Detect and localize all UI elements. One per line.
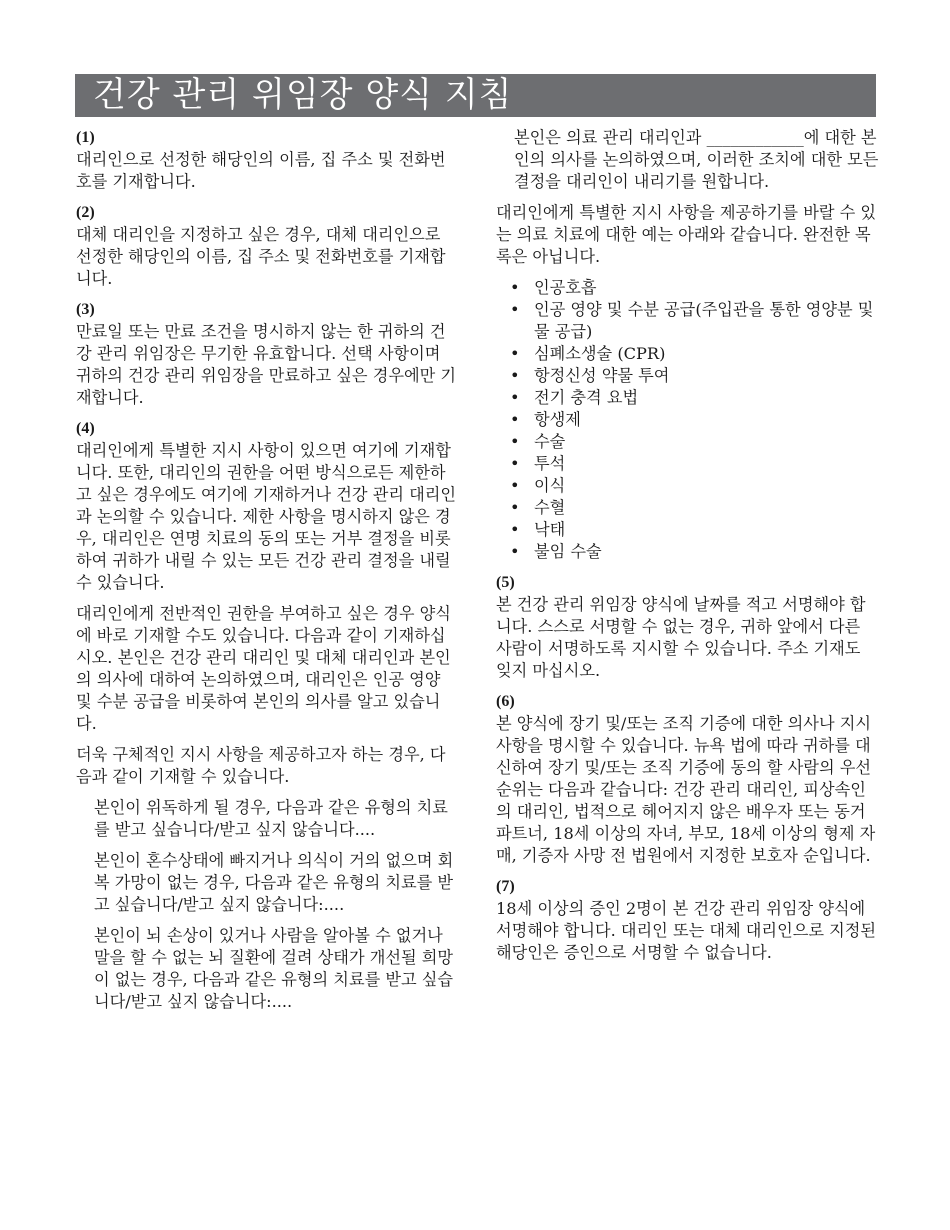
list-item: • 항생제 xyxy=(496,409,880,431)
list-item: • 투석 xyxy=(496,453,880,475)
section-number: (3) xyxy=(76,301,95,318)
section-text: 대체 대리인을 지정하고 싶은 경우, 대체 대리인으로 선정한 해당인의 이름, 집 주소 및 전화번호를 기재합니다. xyxy=(76,225,446,288)
list-item: • 인공호흡 xyxy=(496,277,880,299)
section-text: 대리인으로 선정한 해당인의 이름, 집 주소 및 전화번호를 기재합니다. xyxy=(76,150,446,191)
section-number: (7) xyxy=(496,878,515,895)
section-number: (4) xyxy=(76,420,95,437)
example-instruction: 본인이 위독하게 될 경우, 다음과 같은 유형의 치료를 받고 싶습니다/받고 싶지 않습니다.... xyxy=(94,798,448,839)
section-1 xyxy=(76,127,458,193)
section-5 xyxy=(496,572,880,682)
section-number: (2) xyxy=(76,204,95,221)
list-item: • 전기 충격 요법 xyxy=(496,387,880,409)
section-4 xyxy=(76,418,458,1013)
section-text: 만료일 또는 만료 조건을 명시하지 않는 한 귀하의 건강 관리 위임장은 무기한 유효합니다. 선택 사항이며 귀하의 건강 관리 위임장을 만료하고 싶은 경우에만 기재합니다. xyxy=(76,322,457,407)
list-item: • 불임 수술 xyxy=(496,541,880,563)
page-title: 건강 관리 위임장 양식 지침 xyxy=(93,75,513,115)
right-column xyxy=(496,127,880,973)
list-item: • 항정신성 약물 투여 xyxy=(496,365,880,387)
list-item: • 낙태 xyxy=(496,519,880,541)
examples-intro: 대리인에게 특별한 지시 사항을 제공하기를 바랄 수 있는 의료 치료에 대한 예는 아래와 같습니다. 완전한 목록은 아닙니다. xyxy=(496,203,877,266)
list-item: • 수혈 xyxy=(496,497,880,519)
section-text: 본 건강 관리 위임장 양식에 날짜를 적고 서명해야 합니다. 스스로 서명할 수 없는 경우, 귀하 앞에서 다른 사람이 서명하도록 지시할 수 있습니다. 주소 기재도 잊지 마십시오. xyxy=(496,595,866,680)
list-item: • 이식 xyxy=(496,475,880,497)
treatment-examples-list xyxy=(496,277,880,563)
section-number: (5) xyxy=(496,574,515,591)
section-7 xyxy=(496,876,880,964)
list-item: • 심폐소생술 (CPR) xyxy=(496,343,880,365)
section-3 xyxy=(76,299,458,409)
example-instruction: 본인이 뇌 손상이 있거나 사람을 알아볼 수 없거나 말을 할 수 없는 뇌 질환에 걸려 상태가 개선될 희망이 없는 경우, 다음과 같은 유형의 치료를 받고 싶습니다/받고 싶지 않습니다:.... xyxy=(94,926,454,1011)
section-text: 18세 이상의 증인 2명이 본 건강 관리 위임장 양식에 서명해야 합니다. 대리인 또는 대체 대리인으로 지정된 해당인은 증인으로 서명할 수 없습니다. xyxy=(496,899,877,962)
example-instruction: 본인은 의료 관리 대리인과 ____________에 대한 본인의 의사를 논의하였으며, 이러한 조치에 대한 모든 결정을 대리인이 내리기를 원합니다. xyxy=(514,128,879,191)
section-number: (1) xyxy=(76,129,95,146)
section-paragraph: 대리인에게 전반적인 권한을 부여하고 싶은 경우 양식에 바로 기재할 수도 있습니다. 다음과 같이 기재하십시오. 본인은 건강 관리 대리인 및 대체 대리인과 본인의 의사에 대하여 논의하였으며, 대리인은 인공 영양 및 수분 공급을 비롯하여 본인의 의사를 알고 있습니다. xyxy=(76,604,451,733)
list-item: • 인공 영양 및 수분 공급(주입관을 통한 영양분 및 물 공급) xyxy=(496,299,880,343)
section-number: (6) xyxy=(496,693,515,710)
section-paragraph: 더욱 구체적인 지시 사항을 제공하고자 하는 경우, 다음과 같이 기재할 수 있습니다. xyxy=(76,745,446,786)
section-2 xyxy=(76,202,458,290)
section-text: 본 양식에 장기 및/또는 조직 기증에 대한 의사나 지시 사항을 명시할 수 있습니다. 뉴욕 법에 따라 귀하를 대신하여 장기 및/또는 조직 기증에 동의 할 사람의 우선 순위는 다음과 같습니다: 건강 관리 대리인, 피상속인의 대리인, 법적으로 헤어지지 않은 배우자 또는 동거 파트너, 18세 이상의 자녀, 부모, 18세 이상의 형제 자매, 기증자 사망 전 법원에서 지정한 보호자 순입니다. xyxy=(496,714,876,865)
section-6 xyxy=(496,691,880,867)
page-title-banner xyxy=(75,74,876,117)
left-column xyxy=(76,127,458,1022)
section-paragraph: 대리인에게 특별한 지시 사항이 있으면 여기에 기재합니다. 또한, 대리인의 권한을 어떤 방식으로든 제한하고 싶은 경우에도 여기에 기재하거나 건강 관리 대리인과 논의할 수 있습니다. 제한 사항을 명시하지 않은 경우, 대리인은 연명 치료의 동의 또는 거부 결정을 비롯하여 귀하가 내릴 수 있는 모든 건강 관리 결정을 내릴 수 있습니다. xyxy=(76,441,457,592)
list-item: • 수술 xyxy=(496,431,880,453)
example-instruction: 본인이 혼수상태에 빠지거나 의식이 거의 없으며 회복 가망이 없는 경우, 다음과 같은 유형의 치료를 받고 싶습니다/받고 싶지 않습니다:.... xyxy=(94,851,454,914)
